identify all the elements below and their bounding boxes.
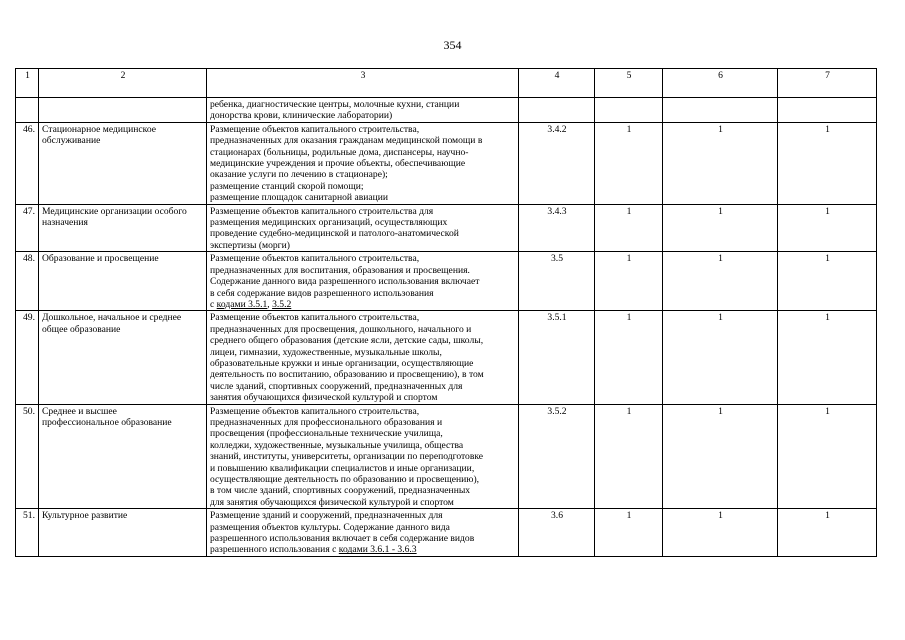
description-line <box>210 228 516 239</box>
row-number-cell: 50. <box>16 404 39 509</box>
header-cell: 7 <box>778 69 877 98</box>
description-line <box>210 381 516 392</box>
column-5-cell <box>595 98 663 123</box>
row-number-cell: 46. <box>16 122 39 204</box>
column-7-cell: 1 <box>778 252 877 311</box>
column-5-cell: 1 <box>595 204 663 252</box>
description-line <box>210 240 516 251</box>
description-text: предназначенных для просвещения, дошкольного, начального и <box>210 323 472 335</box>
description-text: размещение станций скорой помощи; <box>210 180 364 192</box>
use-code-cell <box>519 98 595 123</box>
description-line <box>210 463 516 474</box>
description-line <box>210 169 516 180</box>
row-number-cell: 51. <box>16 509 39 557</box>
description-line <box>210 440 516 451</box>
description-text: занятия обучающихся физической культурой и спортом <box>210 392 438 404</box>
use-code-cell: 3.5 <box>519 252 595 311</box>
description-text: в себя содержание видов разрешенного использования <box>210 287 434 299</box>
use-type-name-line: Медицинские организации особого <box>42 205 187 217</box>
use-type-name-cell <box>39 252 207 311</box>
description-text: ребенка, диагностические центры, молочные кухни, станции <box>210 99 460 110</box>
description-text: для занятия обучающихся физической культурой и спортом <box>210 496 454 508</box>
description-line <box>210 253 516 264</box>
description-line <box>210 276 516 287</box>
description-text: среднего общего образования (детские ясли, детские сады, школы, <box>210 335 484 347</box>
column-6-cell: 1 <box>663 311 778 404</box>
description-line <box>210 324 516 335</box>
column-7-cell: 1 <box>778 204 877 252</box>
description-line <box>210 299 516 310</box>
column-7-cell: 1 <box>778 509 877 557</box>
description-line <box>210 451 516 462</box>
description-line <box>210 192 516 203</box>
description-text: экспертизы (морги) <box>210 239 290 251</box>
use-type-name-line: профессиональное образование <box>42 416 172 428</box>
description-line <box>210 428 516 439</box>
description-text: Содержание данного вида разрешенного использования включает <box>210 276 480 288</box>
use-type-name-cell <box>39 98 207 123</box>
description-text: оказание услуги по лечению в стационаре); <box>210 169 388 181</box>
description-text: знаний, институты, университеты, организации по переподготовке <box>210 451 484 463</box>
page-number: 354 <box>443 38 462 52</box>
code-reference-link[interactable]: кодами 3.6.1 - 3.6.3 <box>338 544 417 556</box>
table-row <box>16 404 877 509</box>
description-line <box>210 312 516 323</box>
use-type-name-cell <box>39 509 207 557</box>
description-cell <box>207 311 519 404</box>
description-line <box>210 288 516 299</box>
use-type-name-line: Среднее и высшее <box>42 405 117 417</box>
description-line <box>210 265 516 276</box>
row-number-cell <box>16 98 39 123</box>
description-line <box>210 217 516 228</box>
description-text: деятельность по воспитанию, образованию и просвещению), в том <box>210 369 484 381</box>
description-text: разрешенного использования с <box>210 544 339 556</box>
description-text: Размещение объектов капитального строительства, <box>210 253 420 265</box>
description-text: лицеи, гимназии, художественные, музыкальные школы, <box>210 346 442 358</box>
row-number-cell: 49. <box>16 311 39 404</box>
use-type-name-line: общее образование <box>42 323 121 335</box>
description-text: размещения объектов культуры. Содержание данного вида <box>210 521 450 533</box>
use-code-cell: 3.5.1 <box>519 311 595 404</box>
use-type-name-cell <box>39 204 207 252</box>
code-reference-link[interactable]: кодами 3.5.1 <box>216 298 268 310</box>
description-line <box>210 110 516 121</box>
table-row <box>16 311 877 404</box>
table-row <box>16 252 877 311</box>
column-6-cell: 1 <box>663 404 778 509</box>
code-reference-link[interactable]: 3.5.2 <box>272 298 292 310</box>
description-text: и повышению квалификации специалистов и иные организации, <box>210 462 475 474</box>
header-cell: 1 <box>16 69 39 98</box>
use-code-cell: 3.5.2 <box>519 404 595 509</box>
description-line <box>210 99 516 110</box>
description-text: проведение судебно-медицинской и патолого-анатомической <box>210 228 459 240</box>
link-separator: , <box>267 298 273 310</box>
description-line <box>210 181 516 192</box>
table-row <box>16 122 877 204</box>
row-number-cell: 48. <box>16 252 39 311</box>
description-cell <box>207 98 519 123</box>
description-cell <box>207 204 519 252</box>
column-5-cell: 1 <box>595 311 663 404</box>
description-text: разрешенного использования включает в себя содержание видов <box>210 533 475 545</box>
column-7-cell <box>778 98 877 123</box>
table-row <box>16 98 877 123</box>
column-5-cell: 1 <box>595 252 663 311</box>
description-line <box>210 522 516 533</box>
description-cell <box>207 404 519 509</box>
description-text: предназначенных для оказания гражданам медицинской помощи в <box>210 135 483 147</box>
header-cell: 2 <box>39 69 207 98</box>
description-text: образовательные кружки и иные организации, осуществляющие <box>210 357 474 369</box>
description-text: размещение площадок санитарной авиации <box>210 192 389 204</box>
description-line <box>210 124 516 135</box>
description-line <box>210 544 516 555</box>
description-line <box>210 497 516 508</box>
use-type-name-line: обслуживание <box>42 135 101 147</box>
column-6-cell: 1 <box>663 252 778 311</box>
description-text: с <box>210 298 217 310</box>
column-5-cell: 1 <box>595 404 663 509</box>
description-line <box>210 406 516 417</box>
description-text: предназначенных для профессионального образования и <box>210 416 443 428</box>
header-cell: 3 <box>207 69 519 98</box>
description-line <box>210 510 516 521</box>
column-6-cell: 1 <box>663 204 778 252</box>
column-6-cell: 1 <box>663 122 778 204</box>
description-text: медицинские учреждения и прочие объекты, обеспечивающие <box>210 158 466 170</box>
description-text: донорства крови, клинические лаборатории) <box>210 110 393 122</box>
description-line <box>210 485 516 496</box>
use-type-name-cell <box>39 404 207 509</box>
description-text: числе зданий, спортивных сооружений, предназначенных для <box>210 380 463 392</box>
column-6-cell <box>663 98 778 123</box>
land-use-table <box>15 68 877 557</box>
use-type-name-line: Дошкольное, начальное и среднее <box>42 312 182 324</box>
description-line <box>210 135 516 146</box>
description-line <box>210 533 516 544</box>
use-type-name-cell <box>39 311 207 404</box>
description-line <box>210 392 516 403</box>
description-line <box>210 147 516 158</box>
description-line <box>210 158 516 169</box>
column-7-cell: 1 <box>778 311 877 404</box>
header-cell: 5 <box>595 69 663 98</box>
header-cell: 4 <box>519 69 595 98</box>
description-text: Размещение объектов капитального строительства, <box>210 123 420 135</box>
use-code-cell: 3.4.3 <box>519 204 595 252</box>
use-code-cell: 3.4.2 <box>519 122 595 204</box>
description-text: Размещение объектов капитального строительства, <box>210 405 420 417</box>
description-text: просвещения (профессиональные технические училища, <box>210 428 443 440</box>
description-line <box>210 474 516 485</box>
description-line <box>210 335 516 346</box>
column-7-cell: 1 <box>778 404 877 509</box>
description-line <box>210 358 516 369</box>
use-type-name-line: Культурное развитие <box>42 510 128 522</box>
description-line <box>210 369 516 380</box>
description-line <box>210 206 516 217</box>
column-7-cell: 1 <box>778 122 877 204</box>
use-type-name-line: назначения <box>42 217 88 229</box>
table-row <box>16 509 877 557</box>
description-line <box>210 347 516 358</box>
description-text: колледжи, художественные, музыкальные училища, общества <box>210 439 464 451</box>
description-text: размещения медицинских организаций, осуществляющих <box>210 217 448 229</box>
description-text: стационарах (больницы, родильные дома, диспансеры, научно- <box>210 146 469 158</box>
table-header-row <box>16 69 877 98</box>
description-text: Размещение зданий и сооружений, предназначенных для <box>210 510 443 522</box>
use-type-name-line: Стационарное медицинское <box>42 123 157 135</box>
description-text: в том числе зданий, спортивных сооружений, предназначенных <box>210 485 471 497</box>
description-cell <box>207 509 519 557</box>
column-6-cell: 1 <box>663 509 778 557</box>
row-number-cell: 47. <box>16 204 39 252</box>
column-5-cell: 1 <box>595 509 663 557</box>
column-5-cell: 1 <box>595 122 663 204</box>
description-text: Размещение объектов капитального строительства, <box>210 312 420 324</box>
description-text: Размещение объектов капитального строительства для <box>210 205 434 217</box>
use-type-name-line: Образование и просвещение <box>42 253 159 265</box>
description-text: осуществляющие деятельность по образованию и просвещению), <box>210 474 480 485</box>
use-code-cell: 3.6 <box>519 509 595 557</box>
header-cell: 6 <box>663 69 778 98</box>
description-cell <box>207 252 519 311</box>
description-text: предназначенных для воспитания, образования и просвещения. <box>210 264 470 276</box>
table-row <box>16 204 877 252</box>
use-type-name-cell <box>39 122 207 204</box>
description-cell <box>207 122 519 204</box>
description-line <box>210 417 516 428</box>
